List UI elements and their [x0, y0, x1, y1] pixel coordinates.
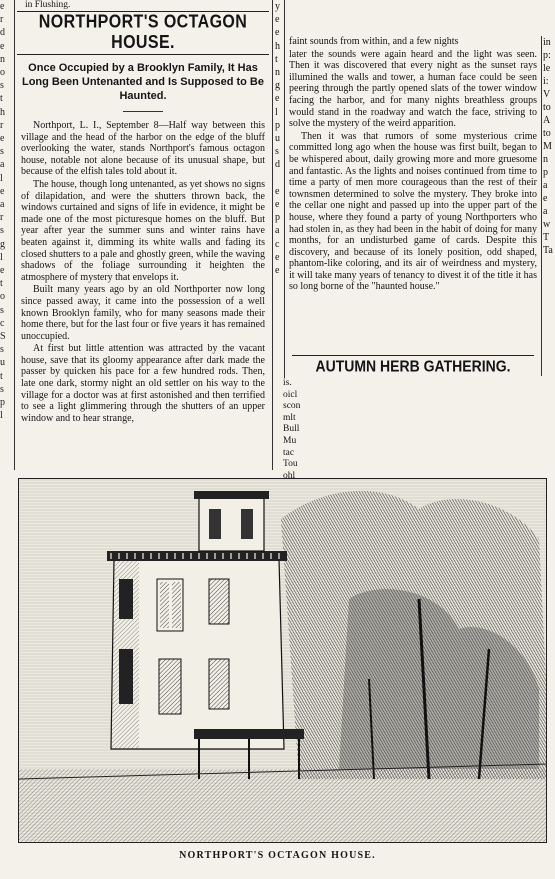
article-subhead: Once Occupied by a Brooklyn Family, It Has Long Been Untenanted and Is Supposed to Be Haunted. [21, 62, 264, 102]
paragraph: Built many years ago by an old Northporter now long since passed away, it came into the possession of a well known Brooklyn family, who for many seasons made their home there, but for the last four or five years it has remained unoccupied. [21, 284, 265, 342]
fragment-line: S [0, 331, 6, 343]
paragraph: The house, though long untenanted, as yet shows no signs of dilapidation, and were the shutters thrown back, the windows curtained and signs of life in evidence, it might be made one of the most picturesque homes on the bluff. But year after year the summer suns and winter rains have beaten against it, dimming its white walls and fading its closed shutters to a pale and ghostly green, while the waving shadows of the foliage surrounding it heighten the atmosphere of mystery that envelops it. [21, 178, 265, 283]
fragment-line: is. [283, 378, 292, 388]
fragment-line: e [275, 93, 280, 105]
fragment-line: r [0, 119, 4, 131]
fragment-line: s [0, 80, 4, 92]
subhead-divider [123, 111, 163, 112]
fragment-line: n [275, 67, 280, 79]
fragment-line: l [0, 172, 3, 184]
fragment-line: scon [283, 401, 301, 412]
paragraph: faint sounds from within, and a few nights [289, 36, 459, 47]
fragment-line: e [275, 251, 280, 263]
fragment-line: Ta [543, 245, 553, 256]
fragment-line: d [275, 159, 280, 171]
fragment-line: s [0, 383, 4, 395]
fragment-line: l [275, 106, 278, 118]
fragment-line: e [0, 185, 5, 197]
article-continuation [287, 36, 539, 362]
middle-column-fragment-lower [283, 378, 301, 478]
fragment-line: e [275, 265, 280, 277]
fragment-line: p [275, 119, 280, 131]
fragment-line: a [0, 199, 5, 211]
fragment-line: to [543, 102, 551, 113]
fragment-line: e [275, 27, 280, 39]
fragment-line: Bull [283, 424, 300, 435]
column-rule [284, 0, 285, 378]
article-headline: NORTHPORT'S OCTAGON HOUSE. [38, 12, 248, 53]
fragment-line: s [0, 225, 4, 237]
fragment-line: s [0, 304, 4, 316]
fragment-line: p [275, 212, 280, 224]
fragment-line: d [0, 27, 5, 39]
fragment-line: p [543, 167, 548, 178]
fragment-line: e [543, 193, 548, 204]
fragment-line: mlt [283, 412, 296, 423]
fragment-line: y [275, 1, 280, 12]
fragment-line: t [0, 278, 3, 290]
paragraph: later the sounds were again heard and the light was seen. Then it was discovered that every night as the sunset rays illumined the walls and tower, a human face could be seen peering through the partly opened slats of the tower window facing the harbor, and for many nights breathless groups would stand in the roadway and watch the face, striving to solve the mystery of the weird apparition. [289, 48, 537, 130]
fragment-line: oicl [283, 389, 298, 400]
fragment-line: e [0, 265, 5, 277]
illustration-caption: NORTHPORT'S OCTAGON HOUSE. [179, 850, 376, 861]
headline-rule-bottom [17, 54, 269, 55]
fragment-line: t [0, 93, 3, 105]
paragraph: Then it was that rumors of some mysterious crime committed long ago when the house was first built, began to be whispered about, daily growing more and more gruesome and fantastic. As the lights and noises continued from time to time a party of men more courageous than the rest of their townsmen determined to solve the mystery. They broke into the cellar one night and passed up into the upper part of the house, where they found a party of young Northporters who had stolen in, as they had been in the habit of doing for many months, for an undisturbed game of cards. Despite this discovery, and because of its lonely position, odd shaped, phantom-like coloring, and its air of weirdness and mystery, it will take many years of tenancy to divest it of the title it has so long borne of the "haunted house." [289, 130, 537, 293]
previous-article-fragment: in Flushing. [25, 0, 71, 10]
continuation-body [289, 36, 537, 293]
octagon-house-illustration [18, 478, 547, 843]
fragment-line: s [0, 146, 4, 158]
fragment-line: Tou [283, 459, 298, 470]
fragment-line: h [0, 106, 5, 118]
fragment-line: p [0, 397, 5, 409]
right-column-fragment [543, 36, 555, 376]
column-rule [14, 0, 15, 470]
fragment-line: s [275, 146, 279, 158]
left-column-fragment [0, 0, 13, 470]
fragment-line: a [0, 159, 5, 171]
fragment-line: p: [543, 50, 551, 61]
next-headline: AUTUMN HERB GATHERING. [315, 357, 511, 375]
fragment-line: l [0, 410, 3, 422]
section-rule [292, 355, 534, 356]
fragment-line: e [275, 185, 280, 197]
fragment-line: h [275, 40, 280, 52]
fragment-line: c [275, 238, 280, 250]
fragment-line: g [275, 80, 280, 92]
fragment-line: w [543, 219, 551, 230]
trees [281, 491, 546, 779]
fragment-line: l [0, 251, 3, 263]
column-rule [272, 0, 273, 470]
fragment-line: in [543, 37, 551, 48]
engraving-svg [19, 479, 546, 842]
fragment-line: r [0, 14, 4, 26]
fragment-line: Mu [283, 435, 297, 446]
fragment-line: a [543, 180, 548, 191]
fragment-line: e [275, 14, 280, 26]
paragraph: Northport, L. I., September 8—Half way between this village and the head of the harbor on the edge of the bluff overlooking the water, stands Northport's famous octagon house, notable not alone because of its unusual shape, but because of the elfish tales told about it. [21, 120, 265, 178]
fragment-line: a [543, 206, 548, 217]
fragment-line: r [0, 212, 4, 224]
article-body [21, 120, 265, 424]
fragment-line: tac [283, 447, 295, 458]
fragment-line: s [0, 344, 4, 356]
column-rule [541, 36, 542, 376]
fragment-line: o [0, 291, 5, 303]
fragment-line: e [0, 1, 5, 12]
fragment-line: o [0, 67, 5, 79]
paragraph: At first but little attention was attracted by the vacant house, save that its gloomy appearance after dark made the passer by quicken his pace for a few hundred rods. Then, late one dark, stormy night an old settler on his way to the village for a doctor was at first astonished and then terrified to see a light glimmering through the shutters of an upper window and to hear strange, [21, 343, 265, 424]
fragment-line: t [275, 53, 278, 65]
article-octagon-house [17, 0, 269, 500]
fragment-line: t [0, 370, 3, 382]
fragment-line: T [543, 232, 550, 243]
fragment-line: u [275, 133, 280, 145]
fragment-line: V [543, 89, 551, 100]
fragment-line: n [543, 154, 548, 165]
fragment-line: u [0, 357, 5, 369]
fragment-line: e [0, 40, 5, 52]
fragment-line: le [543, 63, 551, 74]
fragment-line: n [0, 53, 5, 65]
fragment-line: e [275, 199, 280, 211]
fragment-line: g [0, 238, 5, 250]
fragment-line: a [275, 225, 280, 237]
fragment-line: e [0, 133, 5, 145]
fragment-line: M [543, 141, 552, 152]
fragment-line: A [543, 115, 551, 126]
fragment-line: ohl [283, 470, 296, 478]
fragment-line: c [0, 317, 5, 329]
fragment-line: i: [543, 76, 549, 87]
fragment-line: to [543, 128, 551, 139]
